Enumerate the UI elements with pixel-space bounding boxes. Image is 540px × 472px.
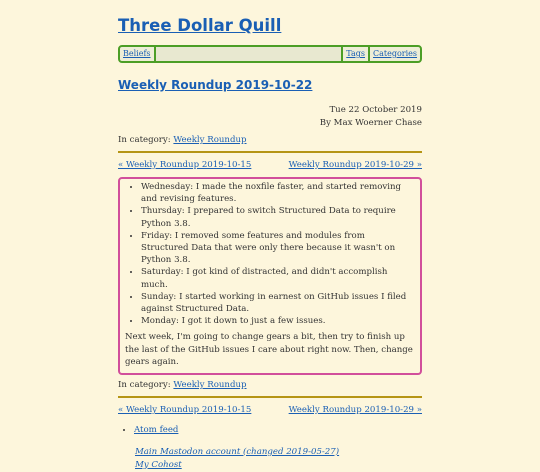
nav-beliefs-link[interactable]: Beliefs [123,49,151,58]
list-item: • Saturday: I got kind of distracted, and didn't accomplish much. [141,266,415,290]
category-prefix: In category: [118,135,174,145]
nav-categories-link[interactable]: Categories [373,49,417,58]
post-navigation [118,159,422,172]
category-link[interactable]: Weekly Roundup [173,380,247,391]
list-item: • Friday: I removed some features and modules from Structured Data that were only there because it wasn't on Python 3.8. [141,230,415,267]
prev-post-link[interactable]: « Weekly Roundup 2019-10-15 [118,160,252,170]
footer-links [118,424,422,437]
category-prefix: In category: [118,380,174,391]
divider [118,396,422,398]
post-category [118,134,422,147]
post-content [118,177,422,375]
list-item: • Thursday: I prepared to switch Structured Data to require Python 3.8. [141,205,415,229]
social-links [118,446,422,472]
site-title [118,0,422,36]
search-input[interactable] [156,47,342,61]
site-title-link[interactable]: Three Dollar Quill [118,16,282,35]
post-category-bottom [118,379,422,392]
nav-bar [118,45,422,63]
post-navigation-bottom [118,404,422,417]
post-paragraph: Next week, I'm going to change gears a bit, then try to finish up the last of the GitHub issues I care about right now. Then, change gears again. [125,332,413,367]
post-title [118,78,422,93]
post-meta [118,104,422,130]
list-item: • Wednesday: I made the noxfile faster, and started removing and revising features. [141,181,415,205]
mastodon-link[interactable]: Main Mastodon account (changed 2019-05-27) [135,446,340,457]
atom-feed-link[interactable]: Atom feed [134,425,179,436]
post-title-link[interactable]: Weekly Roundup 2019-10-22 [118,78,313,92]
list-item: • Monday: I got it down to just a few issues. [141,315,415,327]
roundup-list [125,181,415,327]
list-item: • Sunday: I started working in earnest on GitHub issues I filed against Structured Data. [141,291,415,315]
post-byline: By Max Woerner Chase [319,118,422,128]
prev-post-link[interactable]: « Weekly Roundup 2019-10-15 [118,405,252,416]
nav-tags-link[interactable]: Tags [346,49,365,58]
next-post-link[interactable]: Weekly Roundup 2019-10-29 » [288,405,422,416]
next-post-link[interactable]: Weekly Roundup 2019-10-29 » [288,160,422,170]
footer-list-item [134,424,422,437]
cohost-link[interactable]: My Cohost [135,459,182,470]
post-date: Tue 22 October 2019 [329,105,422,115]
category-link[interactable]: Weekly Roundup [173,135,247,145]
page [118,0,422,472]
divider [118,151,422,153]
